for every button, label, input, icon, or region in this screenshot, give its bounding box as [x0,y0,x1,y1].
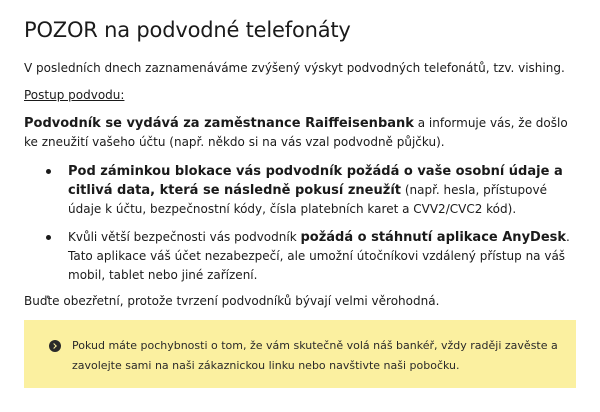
fraud-description [24,114,576,152]
fraud-steps-list [24,162,576,294]
bullet-icon [46,235,51,240]
intro-text: V posledních dnech zaznamenáváme zvýšený výskyt podvodných telefonátů, tzv. vishing. [24,61,565,75]
list-item-rest: (např. hesla, přístupové údaje k účtu, bezpečnostní kódy, čísla platebních karet a CVV2/CVC2 kód). [68,183,547,216]
notice-box [24,320,576,388]
bullet-icon [46,169,51,174]
list-item [24,162,576,219]
list-item-bold: Pod záminkou blokace vás podvodník požádá o vaše osobní údaje a citlivá data, která se následně pokusí zneužít [68,164,563,198]
list-item-bold: požádá o stáhnutí aplikace AnyDesk [300,230,567,245]
fraud-description-rest: a informuje vás, že došlo [413,116,568,130]
notice-text: Pokud máte pochybnosti o tom, že vám skutečně volá náš bankéř, vždy raději zavěste a zavolejte sami na naši zákaznickou linku nebo navštivte naši pobočku. [72,339,558,372]
list-item [24,228,576,285]
list-item-pre: Kvůli větší bezpečnosti vás podvodník [68,230,301,244]
fraud-description-line2: ke zneužití vašeho účtu (např. někdo si na vás vzal podvodně půjčku). [24,135,445,149]
fraud-description-bold: Podvodník se vydává za zaměstnance Raiffeisenbank [24,116,414,131]
list-item-rest: . Tato aplikace váš účet nezabezpečí, ale umožní útočníkovi vzdálený přístup na váš mobil, tablet nebo jiné zařízení. [68,230,570,282]
section-label: Postup podvodu: [24,88,125,102]
closing-text: Buďte obezřetní, protože tvrzení podvodníků bývají velmi věrohodná. [24,294,440,308]
page-title: POZOR na podvodné telefonáty [24,18,351,42]
chevron-right-circle-icon [49,340,61,352]
